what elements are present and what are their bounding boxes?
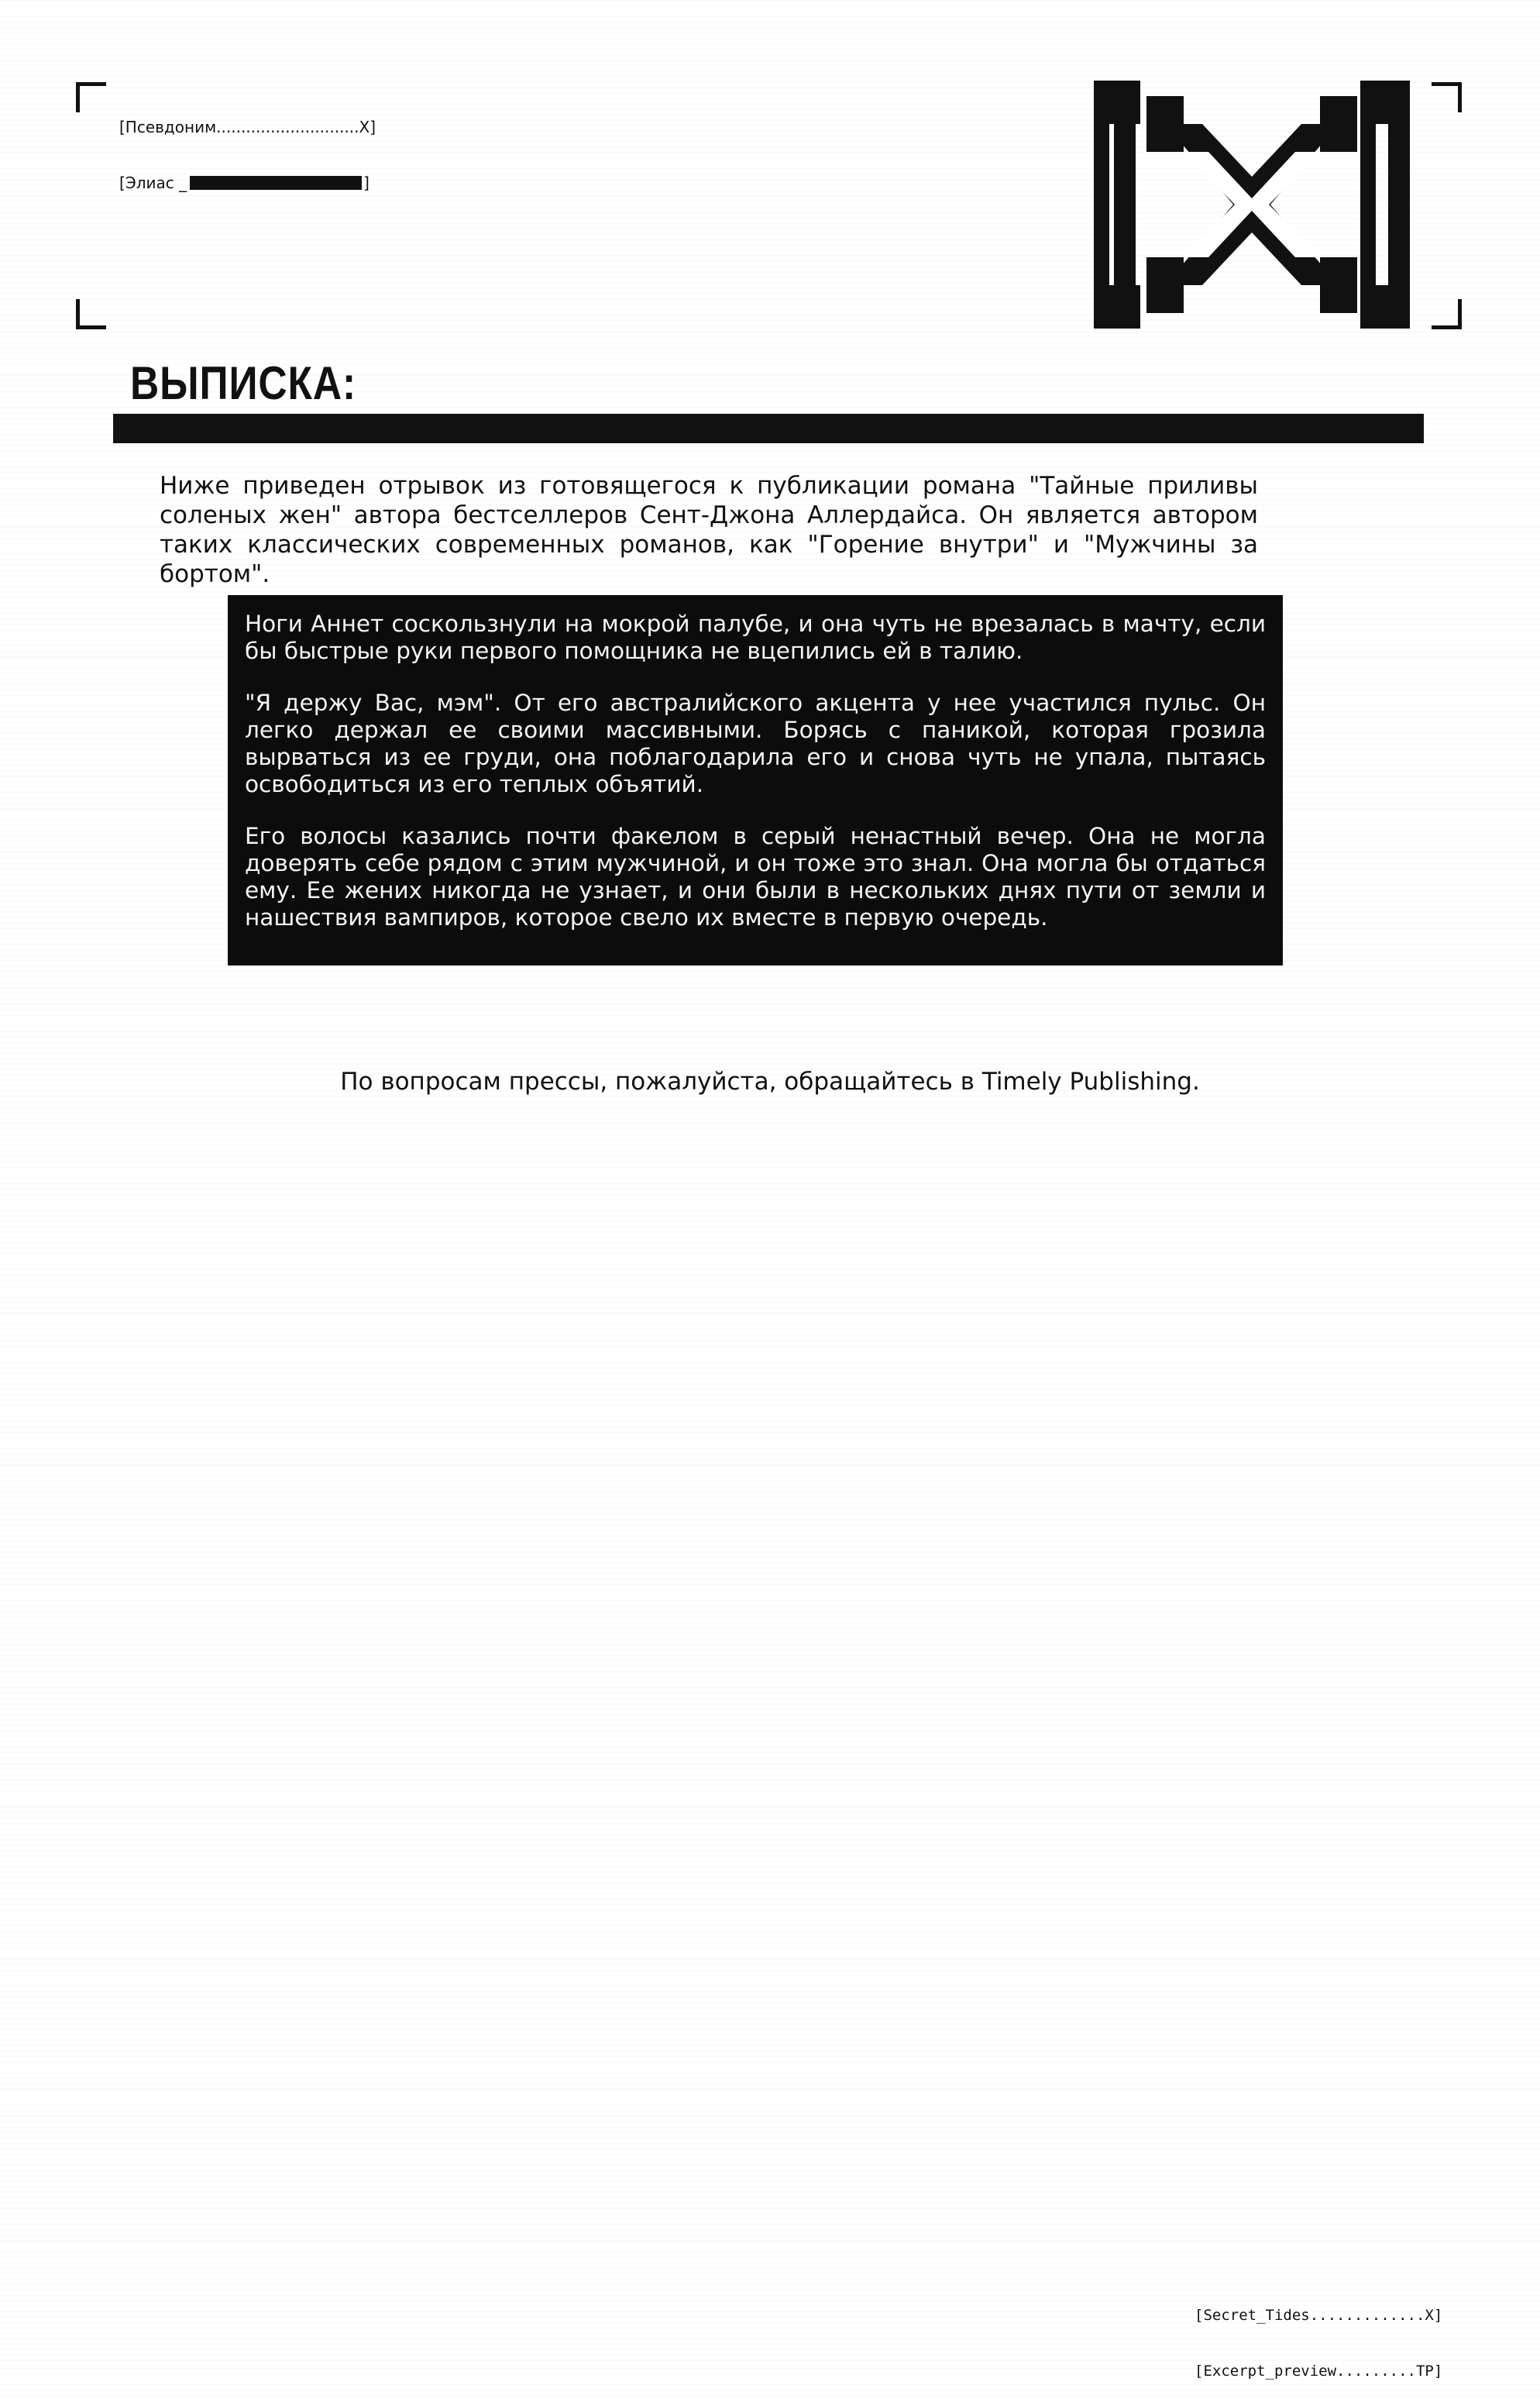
- corner-bracket-bottom-right: [1432, 299, 1462, 329]
- alias-prefix: [Элиас _: [119, 174, 187, 192]
- alias-suffix: ]: [363, 174, 370, 192]
- file-tag: [1195, 2269, 1442, 2399]
- corner-bracket-top-left: [76, 82, 106, 112]
- pseudonym-text: [Псевдоним.............................X]: [119, 118, 376, 136]
- corner-bracket-top-right: [1432, 82, 1462, 112]
- alias-redaction: [190, 176, 362, 190]
- excerpt-paragraph-3: Его волосы казались почти факелом в серый ненастный вечер. Она не могла доверять себе рядом с этим мужчиной, и он тоже это знал. Она могла бы отдаться ему. Ее жених никогда не узнает, и они были в нескольких днях пути от земли и нашествия вампиров, которое свело их вместе в первую очередь.: [245, 823, 1266, 931]
- page-title: ВЫПИСКА:: [130, 357, 357, 409]
- excerpt-paragraph-1: Ноги Аннет соскользнули на мокрой палубе, и она чуть не врезалась в мачту, если бы быстрые руки первого помощника не вцепились ей в талию.: [245, 611, 1266, 664]
- title-underline-bar: [113, 414, 1424, 443]
- excerpt-paragraph-2: "Я держу Вас, мэм". От его австралийского акцента у нее участился пульс. Он легко держал ее своими массивными. Борясь с паникой, которая грозила вырваться из ее груди, она поблагодарила его и снова чуть не упала, пытаясь освободиться из его теплых объятий.: [245, 690, 1266, 797]
- bracket-x-logo-icon: [1094, 81, 1410, 329]
- file-tag-line-2: [Excerpt_preview.........TP]: [1195, 2363, 1443, 2380]
- pseudonym-line: [119, 118, 376, 136]
- alias-line: [119, 174, 376, 192]
- excerpt-box: [228, 595, 1283, 965]
- file-tag-line-1: [Secret_Tides.............X]: [1195, 2307, 1443, 2324]
- corner-bracket-bottom-left: [76, 299, 106, 329]
- pseudonym-block: [119, 81, 376, 211]
- press-contact: По вопросам прессы, пожалуйста, обращайтесь в Timely Publishing.: [340, 1068, 1200, 1096]
- intro-paragraph: Ниже приведен отрывок из готовящегося к публикации романа "Тайные приливы соленых жен" автора бестселлеров Сент-Джона Аллердайса. Он является автором таких классических современных романов, как "Горение внутри" и "Мужчины за бортом".: [160, 472, 1258, 588]
